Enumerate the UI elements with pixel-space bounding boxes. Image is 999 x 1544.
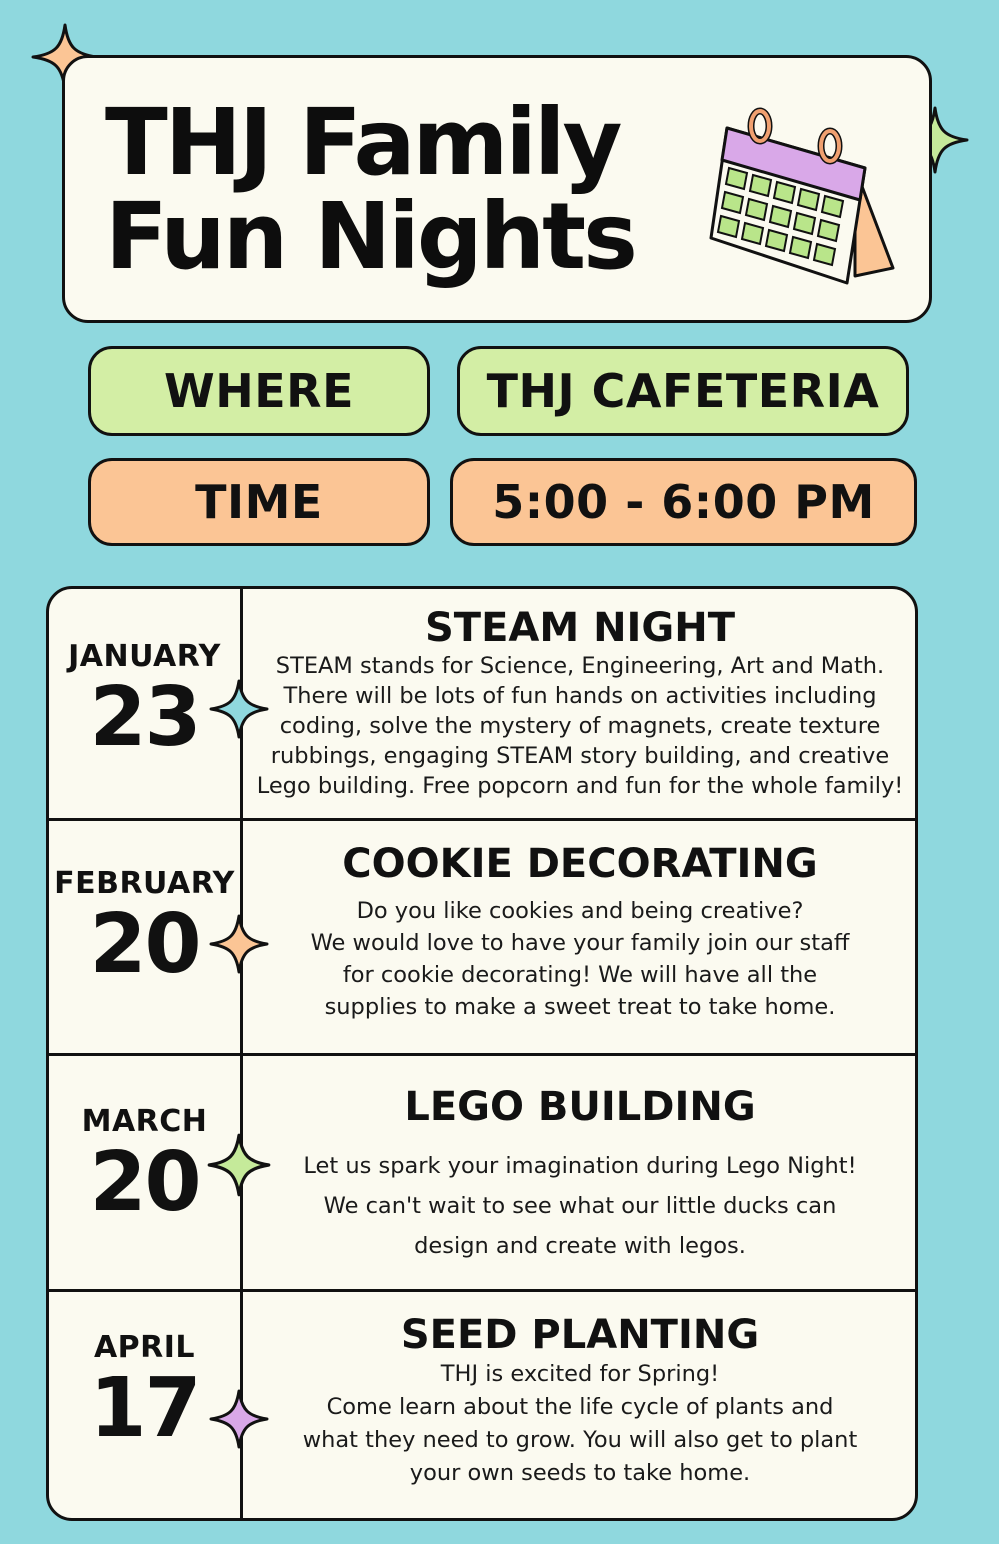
title-line-1: THJ Family: [105, 89, 620, 196]
calendar-icon: [705, 88, 905, 298]
event-month: MARCH: [81, 1104, 208, 1139]
event-day: 17: [89, 1361, 200, 1456]
green-sparkle-icon: [206, 1132, 272, 1198]
event-description: THJ is excited for Spring! Come learn about the life cycle of plants and what they need to grow. You will also get to plant your own seeds to take home.: [302, 1361, 858, 1486]
event-month: JANUARY: [68, 639, 221, 674]
title-card: [62, 55, 932, 323]
event-title: STEAM NIGHT: [424, 605, 736, 651]
event-row-seed: [49, 1292, 915, 1521]
event-schedule: [46, 586, 918, 1521]
event-description: STEAM stands for Science, Engineering, Art and Math. There will be lots of fun hands on activities including coding, solve the mystery of magnets, create texture rubbings, engaging STEAM story building, and creative Lego building. Free popcorn and fun for the whole family!: [256, 653, 904, 799]
event-day: 23: [89, 670, 200, 765]
time-label-pill: [88, 458, 430, 546]
event-details: [249, 1312, 911, 1490]
time-label: TIME: [195, 475, 323, 529]
event-month: APRIL: [93, 1330, 196, 1365]
event-row-steam: [49, 589, 915, 818]
event-details: [249, 605, 911, 801]
blue-sparkle-icon: [208, 678, 270, 740]
event-description: Let us spark your imagination during Lego Night! We can't wait to see what our little ducks can design and create with legos.: [303, 1153, 857, 1259]
purple-sparkle-icon: [208, 1388, 270, 1450]
event-title: COOKIE DECORATING: [342, 841, 818, 887]
time-value-pill: [450, 458, 917, 546]
where-label-pill: [88, 346, 430, 436]
event-description: Do you like cookies and being creative? We would love to have your family join our staff for cookie decorating! We will have all the supplies to make a sweet treat to take home.: [310, 898, 850, 1020]
event-details: [249, 1084, 911, 1266]
where-value-pill: [457, 346, 909, 436]
orange-sparkle-icon: [208, 913, 270, 975]
event-day: 20: [89, 897, 200, 992]
event-details: [249, 841, 911, 1023]
event-title: LEGO BUILDING: [404, 1084, 756, 1130]
event-title: SEED PLANTING: [400, 1312, 760, 1358]
where-label: WHERE: [163, 364, 354, 418]
title-line-2: Fun Nights: [105, 183, 635, 290]
page-title: [105, 89, 635, 290]
event-row-lego: [49, 1056, 915, 1289]
event-day: 20: [89, 1135, 200, 1230]
time-value: 5:00 - 6:00 PM: [492, 475, 875, 529]
event-row-cookie: [49, 821, 915, 1053]
where-value: THJ CAFETERIA: [486, 364, 880, 418]
event-month: FEBRUARY: [54, 866, 235, 901]
